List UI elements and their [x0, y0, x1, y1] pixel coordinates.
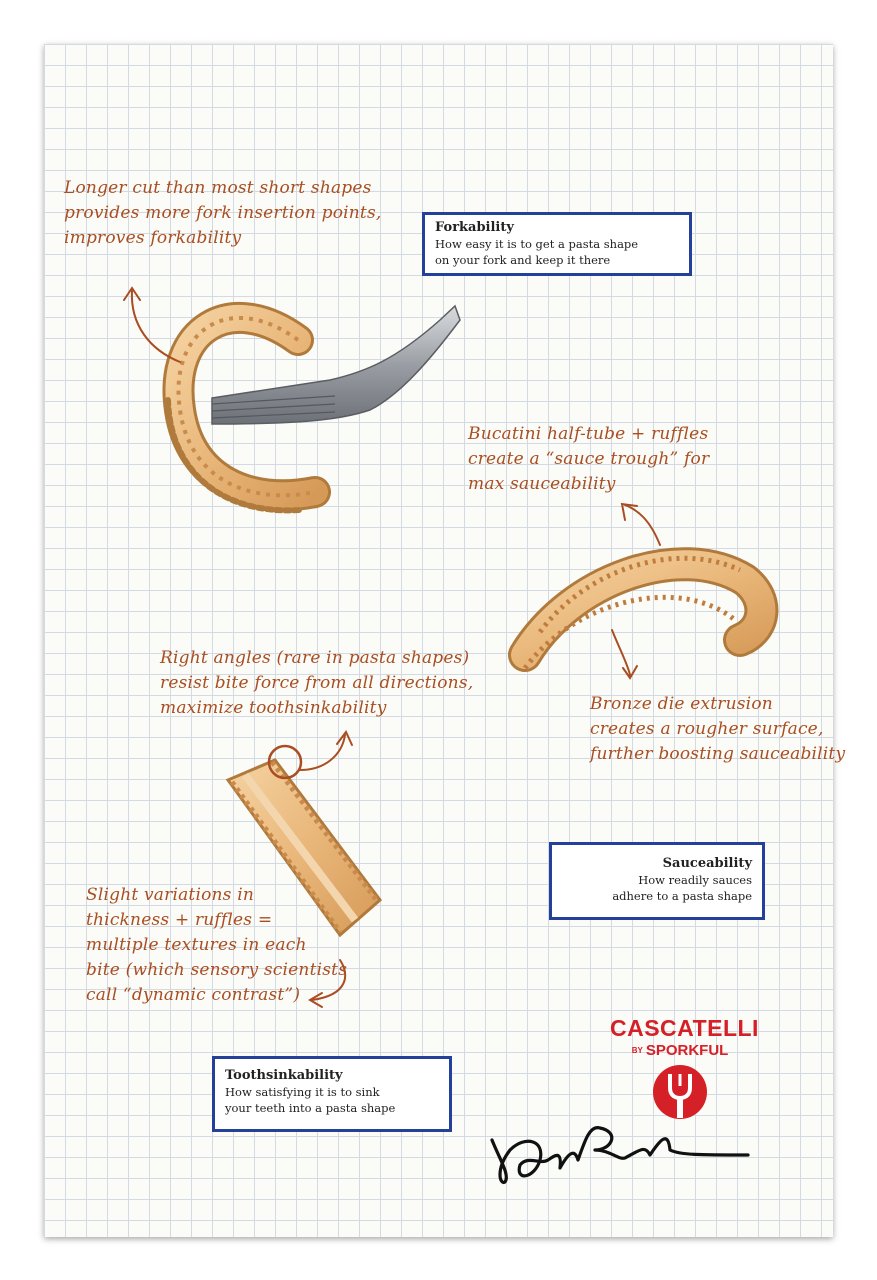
angles-note-line: Right angles (rare in pasta shapes)	[160, 648, 470, 668]
trough-note-line: max sauceability	[468, 474, 616, 494]
logo-title: CASCATELLI	[610, 1015, 759, 1041]
forkability-note-line: improves forkability	[64, 228, 242, 248]
bronze-note-line: creates a rougher surface,	[590, 719, 824, 739]
texture-note-line: multiple textures in each	[86, 935, 307, 955]
angles-note-line: resist bite force from all directions,	[160, 673, 474, 693]
signature-drawing	[492, 1128, 748, 1183]
definition-term: Toothsinkability	[225, 1068, 343, 1083]
forkability-note	[64, 176, 381, 251]
logo-by: BY	[631, 1046, 643, 1056]
trough-note-line: Bucatini half-tube + ruffles	[468, 424, 709, 444]
arrow-trough-note	[625, 505, 660, 545]
bronze-note	[590, 692, 845, 767]
definition-desc-line: How readily sauces	[638, 873, 752, 887]
texture-note-line: bite (which sensory scientists	[86, 960, 348, 980]
sauceability-definition-box	[549, 842, 765, 920]
arrow-angles-note	[300, 735, 345, 770]
spork-logo-icon	[653, 1065, 707, 1119]
bronze-note-line: Bronze die extrusion	[590, 694, 773, 714]
definition-desc-line: your teeth into a pasta shape	[225, 1101, 396, 1115]
definition-term: Sauceability	[662, 856, 752, 871]
definition-desc-line: adhere to a pasta shape	[612, 889, 752, 903]
definition-desc-line: How satisfying it is to sink	[225, 1085, 380, 1099]
texture-note-line: call “dynamic contrast”)	[86, 985, 301, 1005]
texture-note-line: Slight variations in	[86, 885, 254, 905]
arrow-bronze-note	[612, 630, 630, 675]
bronze-note-line: further boosting sauceability	[590, 744, 846, 764]
trough-note-line: create a “sauce trough” for	[468, 449, 710, 469]
definition-term: Forkability	[435, 220, 514, 235]
angles-note	[160, 646, 473, 721]
definition-desc-line: How easy it is to get a pasta shape	[435, 237, 639, 251]
texture-note-line: thickness + ruffles =	[86, 910, 273, 930]
texture-note	[86, 883, 347, 1008]
logo-subtitle	[610, 1042, 750, 1060]
logo-brand: SPORKFUL	[645, 1042, 729, 1059]
forkability-note-line: provides more fork insertion points,	[64, 203, 382, 223]
forkability-definition-box	[422, 212, 692, 276]
angles-note-line: maximize toothsinkability	[160, 698, 387, 718]
definition-desc-line: on your fork and keep it there	[435, 253, 611, 267]
forkability-note-line: Longer cut than most short shapes	[64, 178, 372, 198]
ruffled-pasta-illustration	[525, 558, 761, 668]
toothsinkability-definition-box	[212, 1056, 452, 1132]
trough-note	[468, 422, 709, 497]
